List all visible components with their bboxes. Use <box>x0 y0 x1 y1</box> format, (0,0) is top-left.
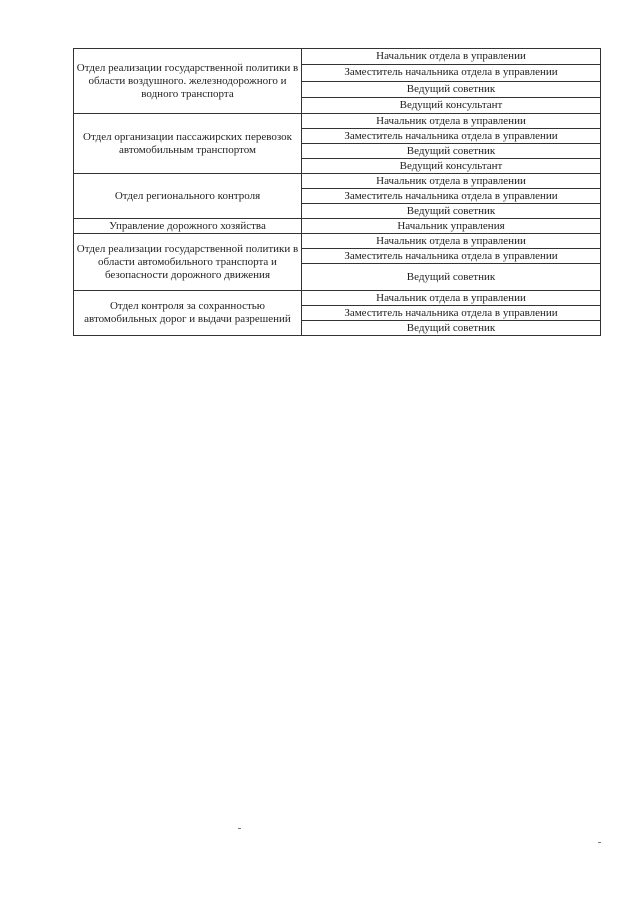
position-cell: Заместитель начальника отдела в управлении <box>302 306 601 321</box>
position-cell: Ведущий советник <box>302 321 601 336</box>
position-cell: Начальник отдела в управлении <box>302 234 601 249</box>
position-cell: Ведущий советник <box>302 204 601 219</box>
staff-positions-table <box>73 48 601 336</box>
position-cell: Начальник отдела в управлении <box>302 174 601 189</box>
scan-mark <box>238 828 241 829</box>
table-row <box>74 291 601 306</box>
position-cell: Начальник отдела в управлении <box>302 291 601 306</box>
department-name: Отдел реализации государственной политики в области автомобильного транспорта и безопасности дорожного движения <box>74 234 302 291</box>
table-row <box>74 174 601 189</box>
position-cell: Начальник отдела в управлении <box>302 49 601 65</box>
position-cell: Заместитель начальника отдела в управлении <box>302 129 601 144</box>
position-cell: Заместитель начальника отдела в управлении <box>302 65 601 81</box>
department-name: Отдел регионального контроля <box>74 174 302 219</box>
scan-mark <box>598 842 601 843</box>
position-cell: Ведущий советник <box>302 81 601 97</box>
position-cell: Ведущий консультант <box>302 97 601 113</box>
position-cell: Ведущий консультант <box>302 159 601 174</box>
position-cell: Ведущий советник <box>302 264 601 291</box>
department-name: Отдел контроля за сохранностью автомобильных дорог и выдачи разрешений <box>74 291 302 336</box>
table-row <box>74 114 601 129</box>
position-cell: Начальник управления <box>302 219 601 234</box>
table-row <box>74 234 601 249</box>
table-row <box>74 219 601 234</box>
department-name: Отдел реализации государственной политики в области воздушного. железнодорожного и водного транспорта <box>74 49 302 114</box>
position-cell: Начальник отдела в управлении <box>302 114 601 129</box>
position-cell: Ведущий советник <box>302 144 601 159</box>
department-name: Управление дорожного хозяйства <box>74 219 302 234</box>
position-cell: Заместитель начальника отдела в управлении <box>302 249 601 264</box>
table-row <box>74 49 601 65</box>
department-name: Отдел организации пассажирских перевозок автомобильным транспортом <box>74 114 302 174</box>
position-cell: Заместитель начальника отдела в управлении <box>302 189 601 204</box>
